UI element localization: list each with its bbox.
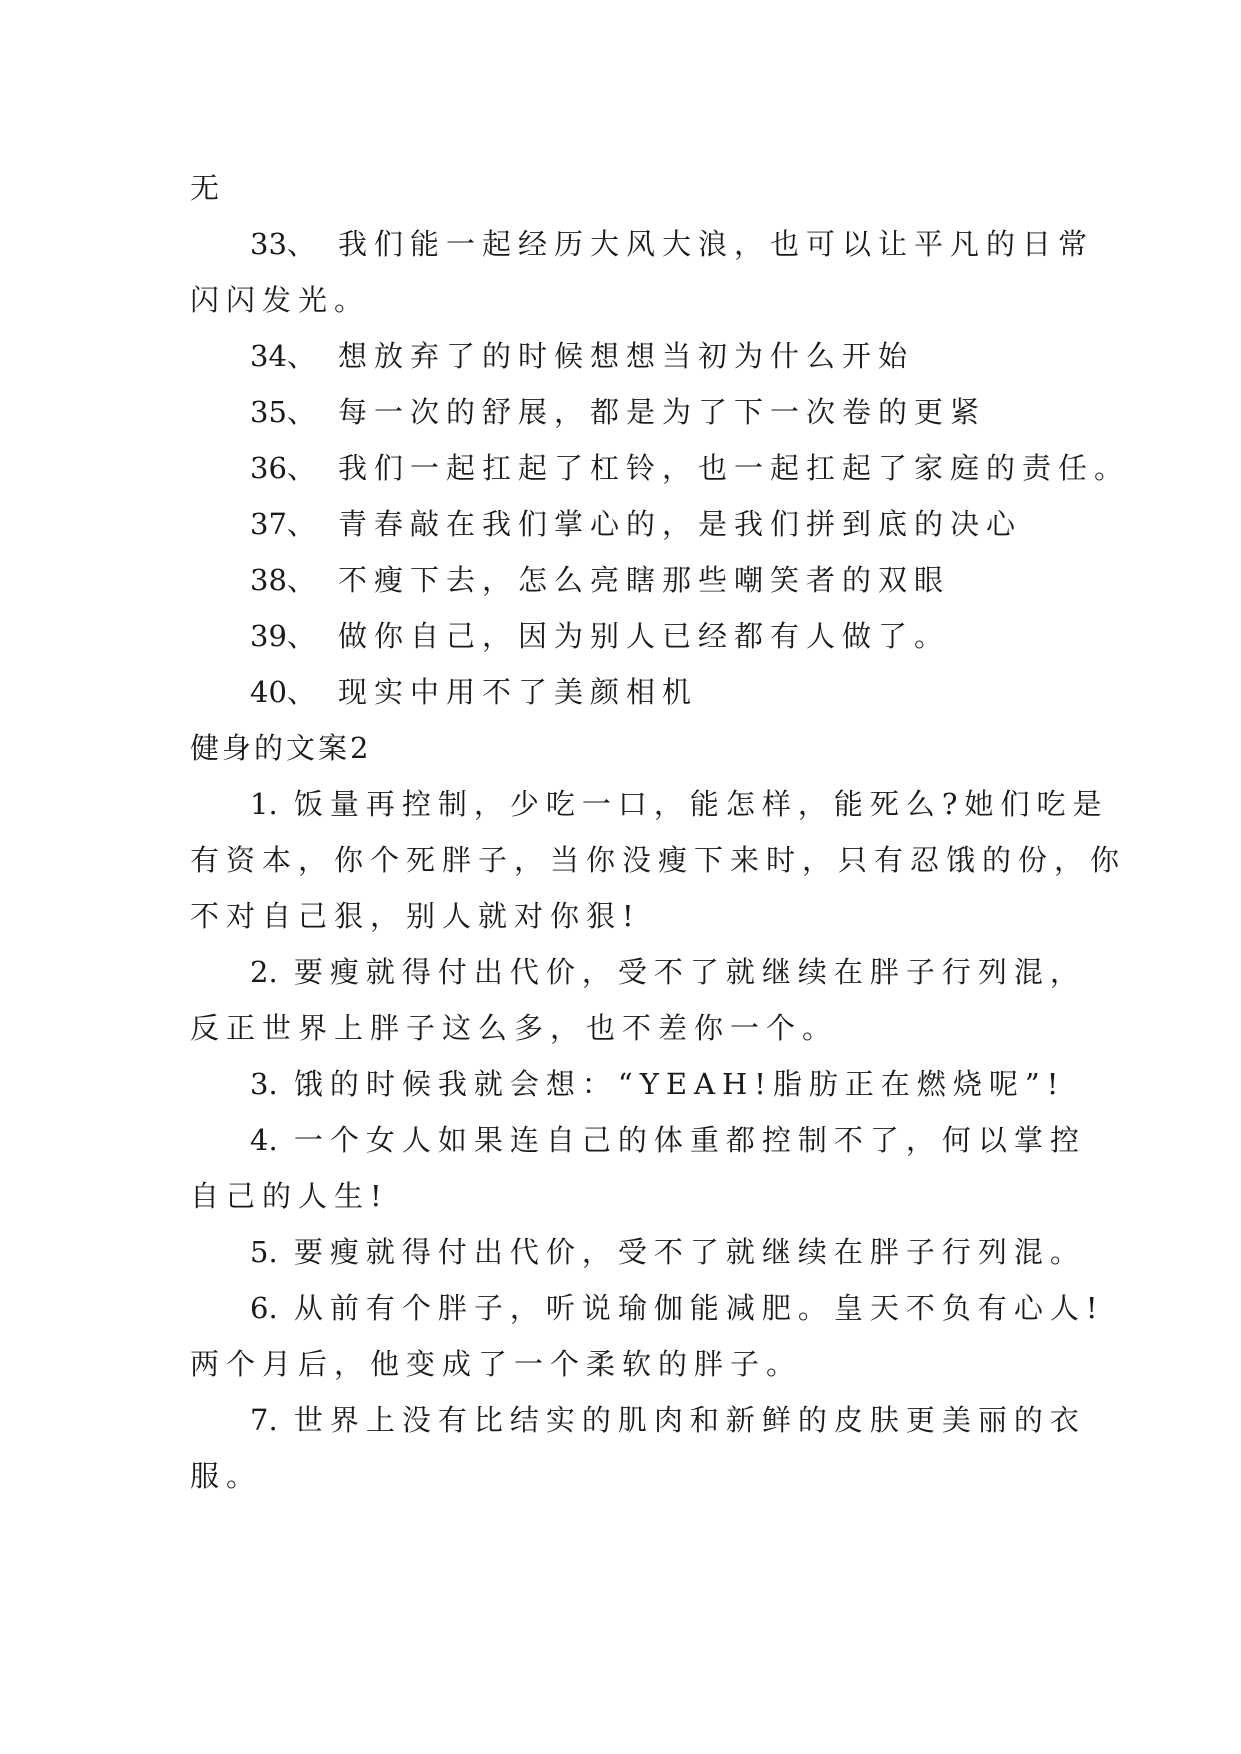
item-number: 7. — [250, 1403, 278, 1437]
section-item-6 — [250, 1288, 1105, 1328]
section-item-7-line-2: 服。 — [190, 1459, 263, 1493]
list-number: 35、 — [250, 395, 316, 429]
list-item-33-continuation: 闪闪发光。 — [190, 283, 371, 317]
item-text: 从前有个胖子，听说瑜伽能减肥。皇天不负有心人! — [293, 1291, 1105, 1325]
item-text: 饭量再控制，少吃一口，能怎样，能死么?她们吃是 — [293, 787, 1109, 821]
list-number: 38、 — [250, 563, 316, 597]
list-number: 36、 — [250, 451, 316, 485]
section-item-1-line-2: 有资本，你个死胖子，当你没瘦下来时，只有忍饿的份，你 — [190, 843, 1127, 877]
section-heading: 健身的文案2 — [190, 731, 372, 765]
item-text: 要瘦就得付出代价，受不了就继续在胖子行列混， — [293, 955, 1086, 989]
item-number: 6. — [250, 1291, 278, 1325]
list-number: 34、 — [250, 339, 316, 373]
list-number: 40、 — [250, 675, 316, 709]
item-text: 一个女人如果连自己的体重都控制不了，何以掌控 — [293, 1123, 1086, 1157]
section-item-1 — [250, 784, 1108, 824]
section-item-4 — [250, 1120, 1086, 1160]
item-number: 3. — [250, 1067, 278, 1101]
list-text: 想放弃了的时候想想当初为什么开始 — [338, 339, 915, 373]
list-item-35 — [250, 392, 986, 432]
list-text: 青春敲在我们掌心的，是我们拼到底的决心 — [338, 507, 1023, 541]
section-item-7 — [250, 1400, 1086, 1440]
item-number: 5. — [250, 1235, 278, 1269]
section-item-5 — [250, 1232, 1086, 1272]
list-text: 不瘦下去，怎么亮瞎那些嘲笑者的双眼 — [338, 563, 951, 597]
item-number: 4. — [250, 1123, 278, 1157]
list-text: 我们一起扛起了杠铃，也一起扛起了家庭的责任。 — [338, 451, 1131, 485]
list-text: 做你自己，因为别人已经都有人做了。 — [338, 619, 951, 653]
list-item-38 — [250, 560, 950, 600]
list-number: 39、 — [250, 619, 316, 653]
item-text: 饿的时候我就会想：“YEAH!脂肪正在燃烧呢”! — [293, 1067, 1066, 1101]
list-number: 33、 — [250, 227, 316, 261]
section-item-4-line-2: 自己的人生! — [190, 1179, 389, 1213]
section-item-6-line-2: 两个月后，他变成了一个柔软的胖子。 — [190, 1347, 803, 1381]
list-item-33 — [250, 224, 1094, 264]
list-item-39 — [250, 616, 950, 656]
list-text: 每一次的舒展，都是为了下一次卷的更紧 — [338, 395, 987, 429]
item-number: 1. — [250, 787, 278, 821]
item-number: 2. — [250, 955, 278, 989]
section-item-2-line-2: 反正世界上胖子这么多，也不差你一个。 — [190, 1011, 839, 1045]
list-number: 37、 — [250, 507, 316, 541]
item-text: 要瘦就得付出代价，受不了就继续在胖子行列混。 — [293, 1235, 1086, 1269]
list-text: 现实中用不了美颜相机 — [338, 675, 699, 709]
item-text: 世界上没有比结实的肌肉和新鲜的皮肤更美丽的衣 — [293, 1403, 1086, 1437]
section-item-2 — [250, 952, 1086, 992]
list-item-34 — [250, 336, 914, 376]
continuation-text: 无 — [190, 171, 227, 205]
section-item-3 — [250, 1064, 1065, 1104]
list-item-40 — [250, 672, 698, 712]
list-item-37 — [250, 504, 1022, 544]
section-item-1-line-3: 不对自己狠，别人就对你狠! — [190, 899, 641, 933]
list-item-36 — [250, 448, 1130, 488]
list-text: 我们能一起经历大风大浪，也可以让平凡的日常 — [338, 227, 1095, 261]
